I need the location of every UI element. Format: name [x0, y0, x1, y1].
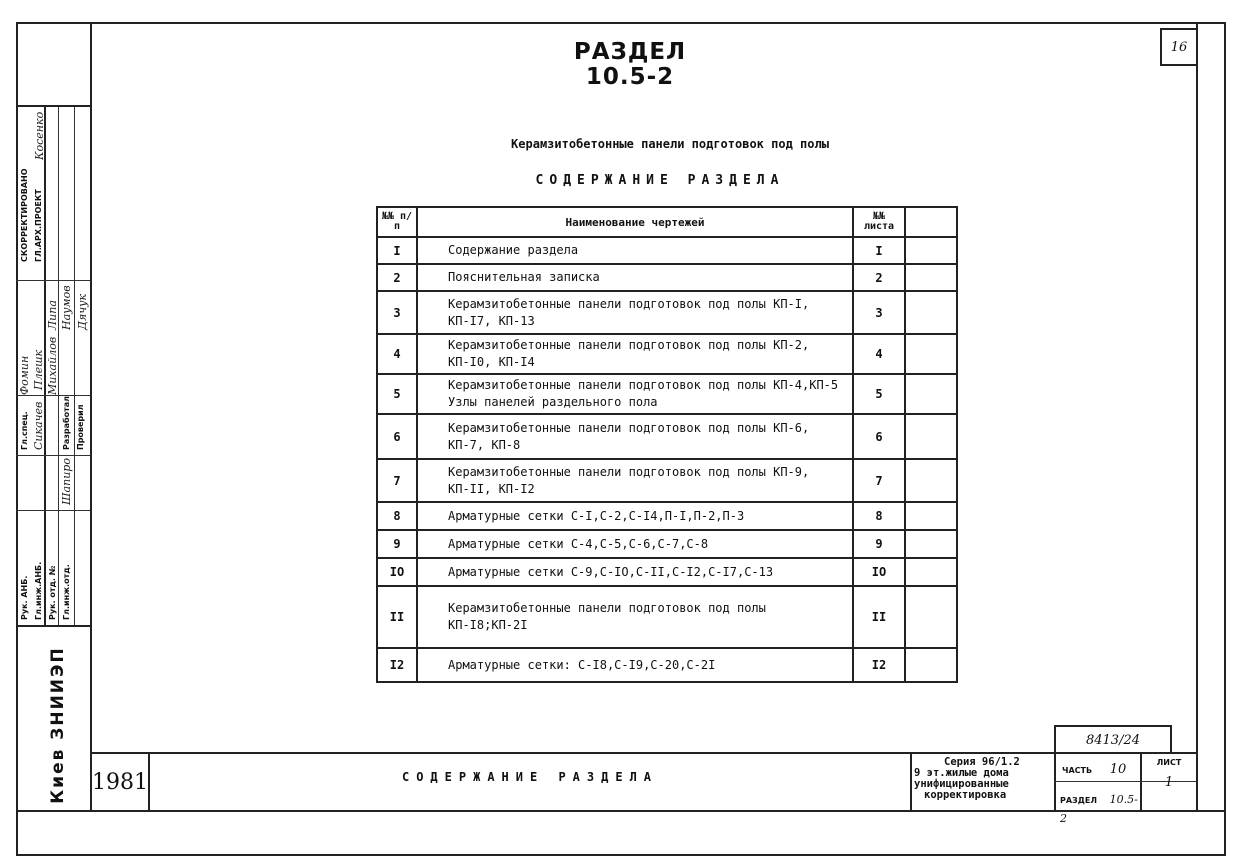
table-row	[377, 459, 957, 502]
role-label-3: Рук. отд. №	[48, 565, 57, 620]
series-line-4: корректировка	[924, 789, 1007, 801]
row-extra	[905, 530, 957, 558]
row-number: 4	[377, 334, 417, 374]
section-cell	[1060, 788, 1140, 826]
row-number: 5	[377, 374, 417, 414]
row-sheet-number: 7	[853, 459, 905, 502]
row-sheet-number: 8	[853, 502, 905, 530]
signature-8: Дячук	[76, 293, 89, 330]
table-row	[377, 374, 957, 414]
table-row	[377, 586, 957, 648]
side-stamp-top	[16, 105, 90, 107]
sheet-value: 1	[1164, 775, 1174, 790]
row-number: 8	[377, 502, 417, 530]
row-name-line: Арматурные сетки С-9,С-IO,С-II,С-I2,С-I7,С-13	[448, 564, 774, 579]
row-number: 2	[377, 264, 417, 291]
year: 1981	[92, 769, 148, 795]
section-code: 10.5-2	[585, 64, 675, 90]
side-stamp-div-1	[16, 280, 90, 281]
section-label: РАЗДЕЛ	[1060, 796, 1097, 805]
inner-left-border	[90, 22, 92, 812]
footer-title: СОДЕРЖАНИЕ РАЗДЕЛА	[401, 770, 659, 784]
section-word: РАЗДЕЛ	[573, 39, 687, 65]
row-name-line: Керамзитобетонные панели подготовок под полы	[448, 601, 766, 615]
row-name-line: Арматурные сетки: С-I8,С-I9,С-20,С-2I	[448, 657, 716, 672]
row-name-line: Узлы панелей раздельного пола	[448, 395, 658, 409]
document-heading: Керамзитобетонные панели подготовок под полы	[511, 137, 829, 151]
header-sheet: №№ листа	[853, 207, 905, 237]
row-extra	[905, 558, 957, 586]
role-label-4: Гл.инж.отд.	[62, 564, 71, 620]
row-number: 6	[377, 414, 417, 459]
row-name-line: Арматурные сетки С-4,С-5,С-6,С-7,С-8	[448, 536, 709, 551]
table-row	[377, 291, 957, 334]
signature-7: Наумов	[60, 285, 73, 330]
row-drawing-name	[417, 374, 853, 414]
side-stamp-col-3	[74, 105, 75, 625]
row-extra	[905, 502, 957, 530]
series-line-2: 9 эт.жилые дома	[914, 767, 1009, 779]
row-extra	[905, 291, 957, 334]
row-name-line: КП-II, КП-I2	[448, 481, 535, 496]
row-sheet-number: 5	[853, 374, 905, 414]
series-line-3: унифицированные	[914, 778, 1009, 790]
row-extra	[905, 648, 957, 682]
row-extra	[905, 414, 957, 459]
row-name-line: Керамзитобетонные панели подготовок под полы КП-2,	[448, 338, 810, 352]
row-sheet-number: IO	[853, 558, 905, 586]
row-number: I	[377, 237, 417, 264]
section-title	[540, 40, 720, 90]
row-sheet-number: 6	[853, 414, 905, 459]
row-drawing-name	[417, 237, 853, 264]
row-extra	[905, 586, 957, 648]
title-block-part-divider	[1054, 725, 1056, 810]
role-label-5: Гл.спец.	[20, 411, 29, 450]
side-stamp-div-2	[16, 395, 90, 396]
stamp-number: 8413/24	[1054, 725, 1172, 753]
table-row	[377, 237, 957, 264]
sheet-cell	[1146, 758, 1192, 790]
role-label-2: Гл.инж.АНБ.	[34, 561, 43, 620]
row-name-line: Керамзитобетонные панели подготовок под полы КП-6,	[448, 420, 810, 435]
row-number: IO	[377, 558, 417, 586]
row-extra	[905, 264, 957, 291]
row-drawing-name	[417, 648, 853, 682]
row-sheet-number: 2	[853, 264, 905, 291]
contents-heading: СОДЕРЖАНИЕ РАЗДЕЛА	[535, 173, 785, 188]
row-number: II	[377, 586, 417, 648]
side-stamp-div-3	[16, 455, 90, 456]
row-drawing-name	[417, 291, 853, 334]
row-name-line: Арматурные сетки С-I,С-2,С-I4,П-I,П-2,П-3	[448, 508, 745, 523]
part-value: 10	[1109, 762, 1127, 777]
row-extra	[905, 334, 957, 374]
side-stamp-bottom	[16, 625, 90, 627]
row-drawing-name	[417, 586, 853, 648]
row-name-line: КП-I0, КП-I4	[448, 355, 535, 369]
row-sheet-number: 4	[853, 334, 905, 374]
table-row	[377, 502, 957, 530]
sheet-label: ЛИСТ	[1156, 758, 1182, 767]
row-name-line: Содержание раздела	[448, 243, 579, 257]
signature-5: Плешк	[32, 349, 45, 390]
table-row	[377, 264, 957, 291]
table-row	[377, 530, 957, 558]
row-extra	[905, 237, 957, 264]
row-number: 9	[377, 530, 417, 558]
signature-1: Фомин	[18, 355, 31, 395]
row-drawing-name	[417, 414, 853, 459]
title-block-top	[90, 752, 1196, 754]
row-name-line: КП-7, КП-8	[448, 437, 521, 452]
part-label: ЧАСТЬ	[1062, 766, 1093, 775]
role-label-8: ГЛ.АРХ.ПРОЕКТ	[34, 189, 43, 262]
row-name-line: КП-I8;КП-2I	[448, 618, 528, 632]
organization-name: Киев ЗНИИЭП	[48, 646, 68, 804]
row-name-line: Керамзитобетонные панели подготовок под полы КП-9,	[448, 464, 810, 479]
row-number: I2	[377, 648, 417, 682]
header-name: Наименование чертежей	[417, 207, 853, 237]
row-drawing-name	[417, 264, 853, 291]
row-number: 7	[377, 459, 417, 502]
row-sheet-number: 9	[853, 530, 905, 558]
part-cell	[1062, 758, 1140, 777]
role-label-1: Рук. АНБ.	[20, 575, 29, 620]
row-extra	[905, 459, 957, 502]
table-row	[377, 334, 957, 374]
table-row	[377, 414, 957, 459]
bottom-band-line	[16, 810, 1224, 812]
inner-right-border	[1196, 22, 1198, 812]
corrected-label: СКОРРЕКТИРОВАНО	[20, 168, 29, 262]
title-block-series-divider	[910, 752, 912, 810]
side-stamp-div-4	[16, 510, 90, 511]
row-sheet-number: I	[853, 237, 905, 264]
row-name-line: Керамзитобетонные панели подготовок под полы КП-4,КП-5	[448, 378, 839, 392]
row-drawing-name	[417, 530, 853, 558]
row-drawing-name	[417, 558, 853, 586]
corrected-name: Косенко	[33, 111, 46, 160]
row-number: 3	[377, 291, 417, 334]
row-name-line: Пояснительная записка	[448, 270, 600, 284]
contents-table	[376, 206, 958, 683]
series-info	[914, 757, 1054, 801]
role-label-6: Разработал	[62, 395, 71, 450]
row-drawing-name	[417, 334, 853, 374]
row-drawing-name	[417, 459, 853, 502]
row-name-line: КП-I7, КП-13	[448, 313, 535, 328]
table-header-row	[377, 207, 957, 237]
signature-3: Михайлов	[46, 336, 59, 395]
role-label-7: Проверил	[76, 404, 85, 450]
signature-6: Липа	[46, 300, 59, 330]
row-name-line: Керамзитобетонные панели подготовок под полы КП-I,	[448, 296, 810, 311]
row-drawing-name	[417, 502, 853, 530]
table-row	[377, 648, 957, 682]
row-sheet-number: 3	[853, 291, 905, 334]
row-sheet-number: II	[853, 586, 905, 648]
table-row	[377, 558, 957, 586]
section-value: 10.5-2	[1060, 793, 1138, 825]
sheet-number: 16	[1160, 28, 1198, 66]
signature-4: Шапиро	[60, 458, 73, 505]
signature-2: Сикачев	[32, 401, 45, 450]
series-line-1: Серия 96/1.2	[944, 756, 1020, 768]
row-extra	[905, 374, 957, 414]
row-sheet-number: I2	[853, 648, 905, 682]
header-num: №№ п/п	[377, 207, 417, 237]
header-extra	[905, 207, 957, 237]
